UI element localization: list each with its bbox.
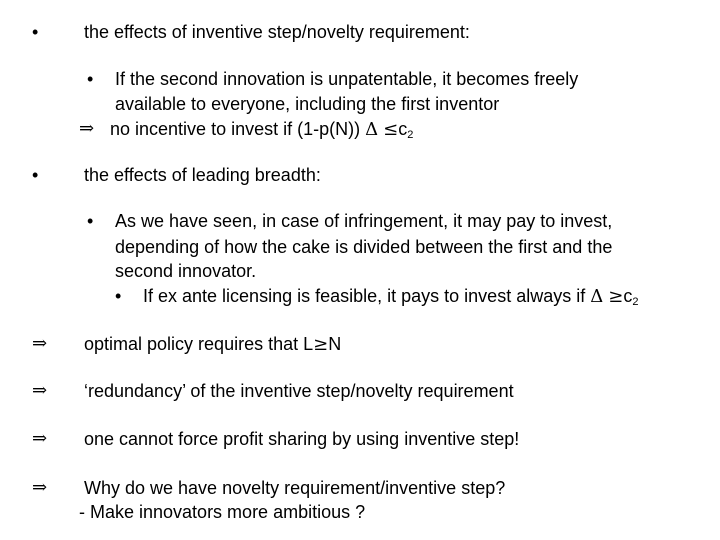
section2-heading: the effects of leading breadth: (84, 165, 321, 185)
subsub-bullet-icon: • (115, 286, 122, 306)
implies-arrow-icon: ⇒ (32, 380, 48, 401)
implies-arrow-icon: ⇒ (32, 428, 48, 449)
delta-symbol: Δ (365, 119, 379, 140)
implies-arrow-icon: ⇒ (32, 333, 48, 354)
sub-bullet-icon: • (87, 211, 94, 231)
section1-sub-line1: If the second innovation is unpatentable, it becomes freely (115, 69, 579, 89)
section2-sub-line3: second innovator. (115, 261, 257, 281)
subsub-text: If ex ante licensing is feasible, it pays to invest always if (143, 286, 586, 306)
bullet-icon: • (32, 22, 39, 42)
sub-bullet-icon: • (87, 69, 94, 89)
section1-implication (110, 118, 413, 141)
conclusion-2: ‘redundancy’ of the inventive step/novelty requirement (84, 381, 514, 401)
le-symbol: ≤ (383, 119, 399, 140)
section1-heading: the effects of inventive step/novelty requirement: (84, 22, 470, 42)
conclusion-4-line1: Why do we have novelty requirement/inventive step? (84, 478, 506, 498)
conclusion-1-text: optimal policy requires that L (84, 334, 314, 354)
implication-subscript: 2 (407, 129, 414, 141)
section2-sub-line2: depending of how the cake is divided between the first and the (115, 237, 613, 257)
bullet-icon: • (32, 165, 39, 185)
subsub-subscript: 2 (632, 296, 639, 308)
implies-arrow-icon: ⇒ (79, 118, 95, 139)
section2-subsub (143, 285, 638, 308)
conclusion-4-line2: - Make innovators more ambitious ? (79, 502, 366, 522)
delta-symbol: Δ (590, 286, 604, 307)
ge-symbol: ≥ (313, 334, 329, 355)
ge-symbol: ≥ (608, 286, 624, 307)
conclusion-3: one cannot force profit sharing by using inventive step! (84, 429, 520, 449)
implies-arrow-icon: ⇒ (32, 477, 48, 498)
conclusion-1-tail: N (328, 334, 342, 354)
conclusion-1 (84, 333, 341, 356)
subsub-c: c (623, 286, 633, 306)
section1-sub-line2: available to everyone, including the first inventor (115, 94, 500, 114)
implication-c: c (398, 119, 408, 139)
section2-sub-line1: As we have seen, in case of infringement, it may pay to invest, (115, 211, 613, 231)
implication-text: no incentive to invest if (1-p(N)) (110, 119, 361, 139)
